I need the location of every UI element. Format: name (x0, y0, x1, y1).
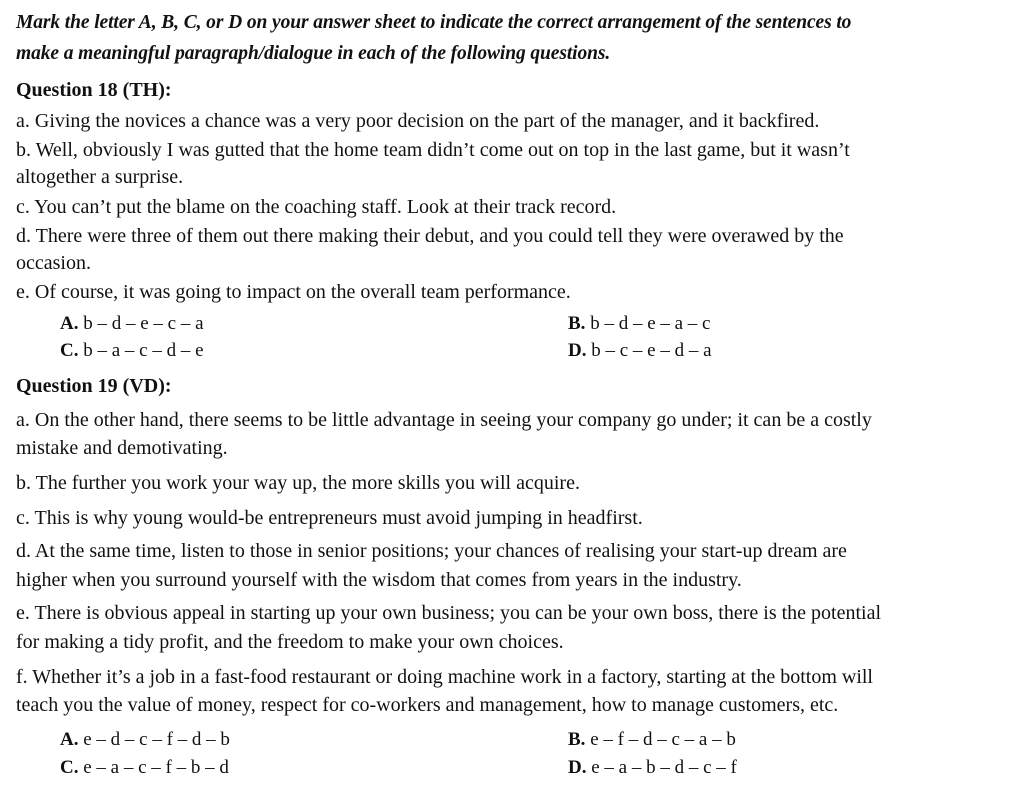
option-label: B. (568, 313, 586, 334)
q18-sentence-c: c. You can’t put the blame on the coaching staff. Look at their track record. (16, 196, 617, 218)
option-label: A. (60, 313, 79, 334)
q19-sentence-d: d. At the same time, listen to those in senior positions; your chances of realising your start-up dream are (16, 540, 847, 562)
option-text: e – f – d – c – a – b (590, 729, 736, 750)
q19-sentence-e: e. There is obvious appeal in starting up your own business; you can be your own boss, there is the potential (16, 602, 882, 624)
q19-sentence-e-cont: for making a tidy profit, and the freedom to make your own choices. (16, 631, 564, 653)
option-label: B. (568, 729, 586, 750)
q18-sentence-d-cont: occasion. (16, 252, 91, 274)
q18-option-a[interactable] (60, 314, 204, 333)
q18-sentence-a: a. Giving the novices a chance was a very poor decision on the part of the manager, and it backfired. (16, 110, 820, 132)
q19-sentence-f: f. Whether it’s a job in a fast-food restaurant or doing machine work in a factory, starting at the bottom will (16, 666, 873, 688)
question-18-title: Question 18 (TH): (16, 79, 172, 101)
option-label: D. (568, 340, 587, 361)
q19-sentence-c: c. This is why young would-be entrepreneurs must avoid jumping in headfirst. (16, 507, 643, 529)
q19-sentence-b: b. The further you work your way up, the more skills you will acquire. (16, 472, 580, 494)
option-text: e – d – c – f – d – b (83, 729, 230, 750)
q19-option-a[interactable] (60, 730, 230, 749)
option-label: A. (60, 729, 79, 750)
option-text: b – d – e – c – a (83, 313, 204, 334)
option-text: b – c – e – d – a (591, 340, 712, 361)
q19-option-d[interactable] (568, 758, 737, 777)
option-label: D. (568, 757, 587, 778)
q18-sentence-e: e. Of course, it was going to impact on the overall team performance. (16, 281, 571, 303)
q19-sentence-d-cont: higher when you surround yourself with the wisdom that comes from years in the industry. (16, 569, 742, 591)
q18-option-d[interactable] (568, 341, 712, 360)
option-label: C. (60, 757, 79, 778)
option-text: e – a – c – f – b – d (83, 757, 229, 778)
q19-option-b[interactable] (568, 730, 736, 749)
q18-option-b[interactable] (568, 314, 711, 333)
q18-sentence-b-cont: altogether a surprise. (16, 166, 184, 188)
q19-sentence-a: a. On the other hand, there seems to be little advantage in seeing your company go under; it can be a costly (16, 409, 872, 431)
instruction-line-2: make a meaningful paragraph/dialogue in each of the following questions. (16, 43, 611, 64)
option-label: C. (60, 340, 79, 361)
instruction-line-1: Mark the letter A, B, C, or D on your answer sheet to indicate the correct arrangement of the sentences to (16, 12, 852, 33)
option-text: b – d – e – a – c (590, 313, 711, 334)
q19-sentence-a-cont: mistake and demotivating. (16, 437, 228, 459)
q19-sentence-f-cont: teach you the value of money, respect for co-workers and management, how to manage customers, etc. (16, 694, 839, 716)
q18-sentence-d: d. There were three of them out there making their debut, and you could tell they were overawed by the (16, 225, 844, 247)
q18-sentence-b: b. Well, obviously I was gutted that the home team didn’t come out on top in the last game, but it wasn’t (16, 139, 850, 161)
q18-option-c[interactable] (60, 341, 204, 360)
option-text: b – a – c – d – e (83, 340, 204, 361)
option-text: e – a – b – d – c – f (591, 757, 737, 778)
question-19-title: Question 19 (VD): (16, 375, 172, 397)
q19-option-c[interactable] (60, 758, 229, 777)
